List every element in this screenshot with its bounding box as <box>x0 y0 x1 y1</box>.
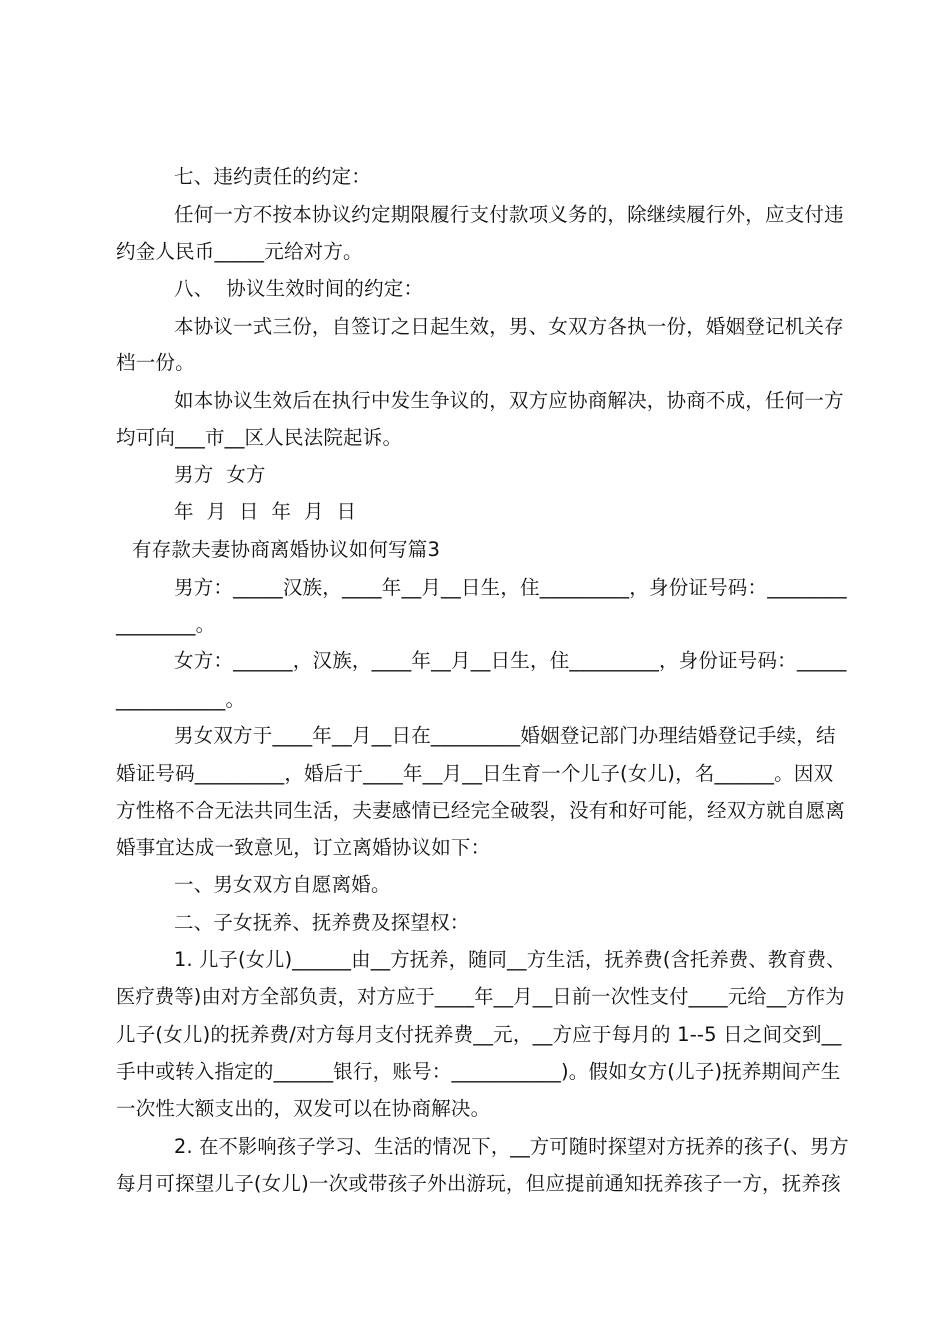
woman-info-line: 女方：______，汉族，____年__月__日生，住_________，身份证号码：_____ <box>174 649 847 672</box>
section-8-body-line: 本协议一式三份，自签订之日起生效，男、女双方各执一份，婚姻登记机关存 <box>174 315 844 338</box>
article-2-item-2-line: 2. 在不影响孩子学习、生活的情况下，__方可随时探望对方抚养的孩子(、男方 <box>174 1135 849 1158</box>
intro-paragraph-line: 方性格不合无法共同生活，夫妻感情已经完全破裂，没有和好可能，经双方就自愿离 <box>116 799 845 822</box>
intro-paragraph-line: 男女双方于____年__月__日在_________婚姻登记部门办理结婚登记手续，结 <box>174 724 836 747</box>
dispute-clause-line: 如本协议生效后在执行中发生争议的，双方应协商解决，协商不成，任何一方 <box>174 389 844 412</box>
woman-info-line: ___________。 <box>116 688 246 711</box>
section-7-body-line: 任何一方不按本协议约定期限履行支付款项义务的，除继续履行外，应支付违 <box>174 203 844 226</box>
man-info-line: 男方：_____汉族，____年__月__日生，住_________，身份证号码：________ <box>174 576 847 599</box>
article-2-item-1-line: 1. 儿子(女儿)______由__方抚养，随同__方生活，抚养费(含托养费、教育费、 <box>174 948 846 971</box>
signature-parties: 男方 女方 <box>174 463 266 486</box>
article-title: 有存款夫妻协商离婚协议如何写篇3 <box>132 538 441 561</box>
dispute-clause-line: 均可向___市__区人民法院起诉。 <box>116 426 403 449</box>
article-1-heading: 一、男女双方自愿离婚。 <box>174 873 391 896</box>
section-7-heading: 七、违约责任的约定： <box>174 165 372 188</box>
intro-paragraph-line: 婚事宜达成一致意见，订立离婚协议如下： <box>116 836 491 859</box>
intro-paragraph-line: 婚证号码_________，婚后于____年__月__日生育一个儿子(女儿)，名______。因双 <box>116 762 834 785</box>
article-2-item-1-line: 一次性大额支出的，双发可以在协商解决。 <box>116 1097 491 1120</box>
signature-dates: 年 月 日 年 月 日 <box>174 500 357 523</box>
article-2-item-2-line: 每月可探望儿子(女儿)一次或带孩子外出游玩，但应提前通知抚养孩子一方，抚养孩 <box>116 1172 841 1195</box>
article-2-item-1-line: 儿子(女儿)的抚养费/对方每月支付抚养费__元，__方应于每月的 1--5 日之间交到__ <box>116 1023 842 1046</box>
article-2-heading: 二、子女抚养、抚养费及探望权： <box>174 911 470 934</box>
section-8-body-line: 档一份。 <box>116 351 195 374</box>
section-8-heading: 八、 协议生效时间的约定： <box>174 277 424 300</box>
article-2-item-1-line: 手中或转入指定的______银行，账号：___________)。假如女方(儿子)抚养期间产生 <box>116 1060 841 1083</box>
section-7-body-line: 约金人民币_____元给对方。 <box>116 240 363 263</box>
man-info-line: ________。 <box>116 613 216 636</box>
article-2-item-1-line: 医疗费等)由对方全部负责，对方应于____年__月__日前一次性支付____元给__方作为 <box>116 985 845 1008</box>
